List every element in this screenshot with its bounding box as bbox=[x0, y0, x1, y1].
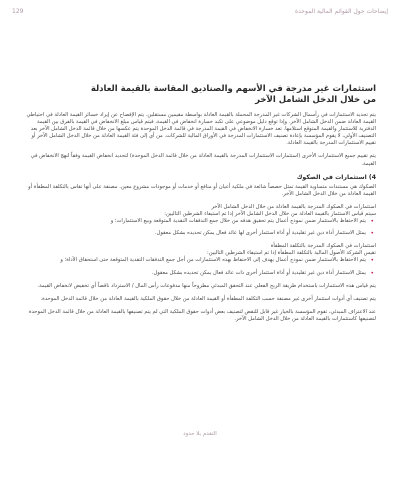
paragraph-sukuk-definition: الصكوك هي مستندات متساوية القيمة تمثل حصصاً شائعة في ملكية أعيان أو منافع أو خدمات أو موجودات مشروع معين. مصنفة على أنها تقاس بالتكلفة المطفأة أو القيمة العادلة من خلال الدخل الشامل الآخر. bbox=[28, 183, 376, 197]
paragraph-other-investments: يتم تقييم جميع الاستثمارات الأخرى (استثمارات الاستثمارات المدرجة بالقيمة العادلة من خلال قائمة الدخل الموحدة) لتحديد انخفاض القيمة وفقاً لنهج الانخفاض في القيمة. bbox=[30, 153, 376, 167]
header-title: إيضاحات حول القوائم المالية الموحدة bbox=[294, 8, 388, 15]
amortized-conditions-list bbox=[26, 257, 376, 276]
list-item: • يمثل الاستثمار أداة دين غير تقليدية أو أداة استثمار أخرى ذات عائد فعال يمكن تحديده بشكل معقول. bbox=[26, 270, 366, 277]
subsection-fvoci-intro: سيتم قياس الاستثمار بالقيمة العادلة من خلال الدخل الشامل الآخر إذا تم استيفاء الشرطين التاليين: bbox=[164, 210, 376, 217]
list-item: • يتم الاحتفاظ بالاستثمار ضمن نموذج أعمال يهدف إلى الاحتفاظ بهذه الاستثمارات من أجل جمع التدفقات النقدية المتوقعة حتى استحقاق الأداة؛ و bbox=[26, 257, 366, 264]
section-4-title: 4) استثمارات في الصكوك bbox=[296, 173, 376, 181]
fvoci-conditions-list bbox=[26, 218, 376, 237]
section-heading-line1: استثمارات غير مدرجة في الأسهم والصناديق المقاسة بالقيمة العادلة bbox=[90, 84, 376, 94]
list-item: • يتم الاحتفاظ بالاستثمار ضمن نموذج أعمال يتم تحقيق هدفه من خلال جمع التدفقات النقدية المتوقعة وبيع الاستثمارات؛ و bbox=[26, 218, 366, 225]
subsection-fvoci-title: استثمارات في الصكوك المدرجة بالقيمة العادلة من خلال الدخل الشامل الآخر bbox=[211, 203, 376, 210]
paragraph-impairment: يتم تحديد الاستثمارات في رأسمال الشركات غير المدرجة المحملة بالقيمة العادلة بواسطة مقيمين مستقلين. يتم الإفصاح عن إيراد خسائر القيمة العادلة في احتياطي القيمة العادلة ضمن الدخل الشامل الآخر. وإذا توقع دليل موضوعي على تكبد خسارة انخفاض في القيمة، فيتم قياس مبلغ الانخفاض في القيمة بالفرق بين القيمة الدفترية للاستثمار والقيمة المتوقع استلامها. تعد خسارة الانخفاض في القيمة المدرجة في قائمة الدخل الموحدة يتم عكسها من خلال قائمة الدخل الشامل الآخر بعد التصنيف الأولي، لا يقوم المؤسسة بإعادة تصنيف الاستثمارات المدرجة في الأوراق المالية للشركات. من أي إلى فئة القيمة العادلة من خلال الدخل الشامل الآخر أو تقييم الاستثمارات المدرجة بالقيمة العادلة. bbox=[26, 112, 376, 147]
paragraph-measurement: يتم قياس هذه الاستثمارات باستخدام طريقة الربح الفعلي عند التحقق المبدئي مطروحاً منها مدفوعات رأس المال / الاسترداد ناقصاً أي تخفيض لانخفاض القيمة. bbox=[37, 282, 376, 289]
page-footer: التقدم بلا حدود bbox=[183, 431, 217, 437]
section-heading bbox=[26, 84, 376, 106]
document-body bbox=[26, 84, 376, 329]
paragraph-classification: يتم تصنيف أي أدوات استثمار أخرى غير مصنفة حسب التكلفة المطفأة أو القيمة العادلة من خلال حقوق الملكية بالقيمة العادلة من خلال قائمة الدخل الموحدة. bbox=[40, 295, 376, 302]
subsection-amortized-intro: تقيس الشركة الأصول المالية بالتكلفة المطفأة إذا تم استيفاء الشرطين التاليين: bbox=[206, 250, 376, 257]
subsection-amortized-title: استثمارات في الصكوك المدرجة بالتكلفة المطفأة bbox=[270, 243, 376, 250]
page-header bbox=[12, 8, 388, 20]
section-heading-line2: من خلال الدخل الشامل الآخر bbox=[255, 95, 376, 105]
page-number: 129 bbox=[12, 8, 24, 15]
list-item: • يمثل الاستثمار أداة دين غير تقليدية أو أداة استثمار أخرى لها عائد فعال يمكن تحديده بشكل معقول. bbox=[26, 230, 366, 237]
paragraph-initial-recognition: عند الاعتراف المبدئي، تقوم المؤسسة بالخيار غير قابل للنقض لتصنيف بعض أدوات حقوق الملكية التي لم يتم تصنيفها بالقيمة العادلة من خلال قائمة الدخل الموحدة لتصنيفها كاستثمارات بالقيمة العادلة من خلال الدخل الشامل الآخر. bbox=[28, 308, 376, 322]
